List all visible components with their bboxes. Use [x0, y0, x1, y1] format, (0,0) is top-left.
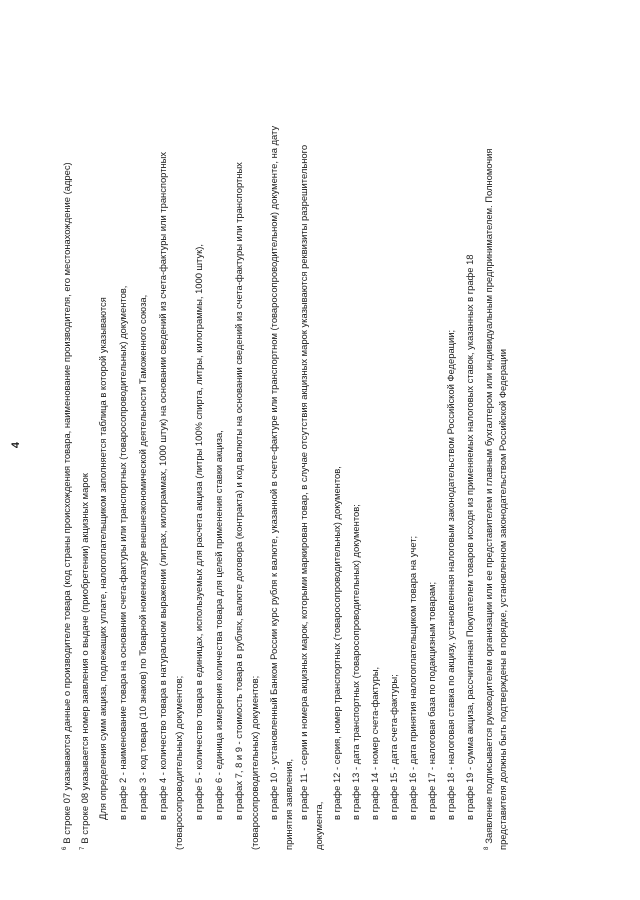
footnote-line: $^6$В строке 07 указываются данные о производителе товара (код страны происхождения товара, наименование производителя, его местонахождение (адрес): [61, 162, 73, 850]
footnote-mark: 8: [484, 846, 490, 850]
text-line: в графе 3 - код товара (10 знаков) по Товарной номенклатуре внешнеэкономической деятельности Таможенного союза,: [137, 294, 148, 820]
text-line: в графе 10 - установленный Банком России курс рубля к валюте, указанной в счете-фактуре или транспортном (товаросопроводительном) документе, на дату: [268, 125, 279, 820]
text-line: в графе 4 - количество товара в натуральном выражении (литрах, килограммах, 1000 штук) на основании сведений из счета-фактуры или транспортных: [157, 151, 168, 820]
text-line: представителя должны быть подтверждены в порядке, установленном законодательством Российской Федерации: [497, 349, 508, 850]
text-line: в графе 19 - сумма акциза, рассчитанная Покупателем товаров исходя из применяемых налоговых ставок, указанных в графе 18: [464, 254, 475, 820]
text-line: принятия заявления,: [283, 758, 294, 850]
footnote-mark: 7: [80, 846, 86, 850]
text-line: в графе 6 - единица измерения количества товара для целей применения ставки акциза,: [213, 430, 224, 820]
text-line: в графах 7, 8 и 9 - стоимость товара в рублях, валюте договора (контракта) и код валюты на основании сведений из счета-фактуры или транспортных: [233, 162, 244, 820]
footnote-line: $^8$Заявление подписывается руководителем организации или ее представителем и главным бухгалтером или индивидуальным предпринимателем. Полномочия: [483, 148, 495, 850]
text-line: в графе 12 - серия, номер транспортных (товаросопроводительных) документов,: [331, 466, 342, 820]
text-line: в графе 2 - наименование товара на основании счета-фактуры или транспортных (товаросопроводительных) документов,: [117, 285, 128, 820]
text-line: в графе 13 - дата транспортных (товаросопроводительных) документов;: [350, 504, 361, 820]
text-line: Для определения сумм акциза, подлежащих уплате, налогоплательщиком заполняется таблица в которой указываются: [97, 297, 108, 820]
page-number: 4: [10, 441, 22, 449]
text-line: в графе 16 - дата принятия налогоплательщиком товара на учет;: [407, 535, 418, 820]
text-line: в графе 15 - дата счета-фактуры;: [388, 674, 399, 820]
text-line: (товаросопроводительных) документов;: [173, 675, 184, 850]
text-line: в графе 14 - номер счета-фактуры,: [369, 666, 380, 820]
text-line: в графе 18 - налоговая ставка по акцизу, установленная налоговым законодательством Российской Федерации;: [445, 329, 456, 820]
text-line: (товаросопроводительных) документов;: [249, 675, 260, 850]
text-line: документа,: [313, 801, 324, 850]
footnote-mark: 6: [62, 846, 68, 850]
text-line: в графе 17 - налоговая база по подакцизным товарам;: [426, 581, 437, 820]
text-line: в графе 11 - серии и номера акцизных марок, которыми маркирован товар, в случае отсутствия акцизных марок указываются реквизиты разрешительного: [298, 144, 309, 820]
footnote-line: $^7$В строке 08 указывается номер заявления о выдаче (приобретении) акцизных марок: [79, 473, 91, 850]
text-line: в графе 5 - количество товара в единицах, используемых для расчета акциза (литры 100% спирта, литры, килограммы, 1000 штук),: [193, 244, 204, 820]
